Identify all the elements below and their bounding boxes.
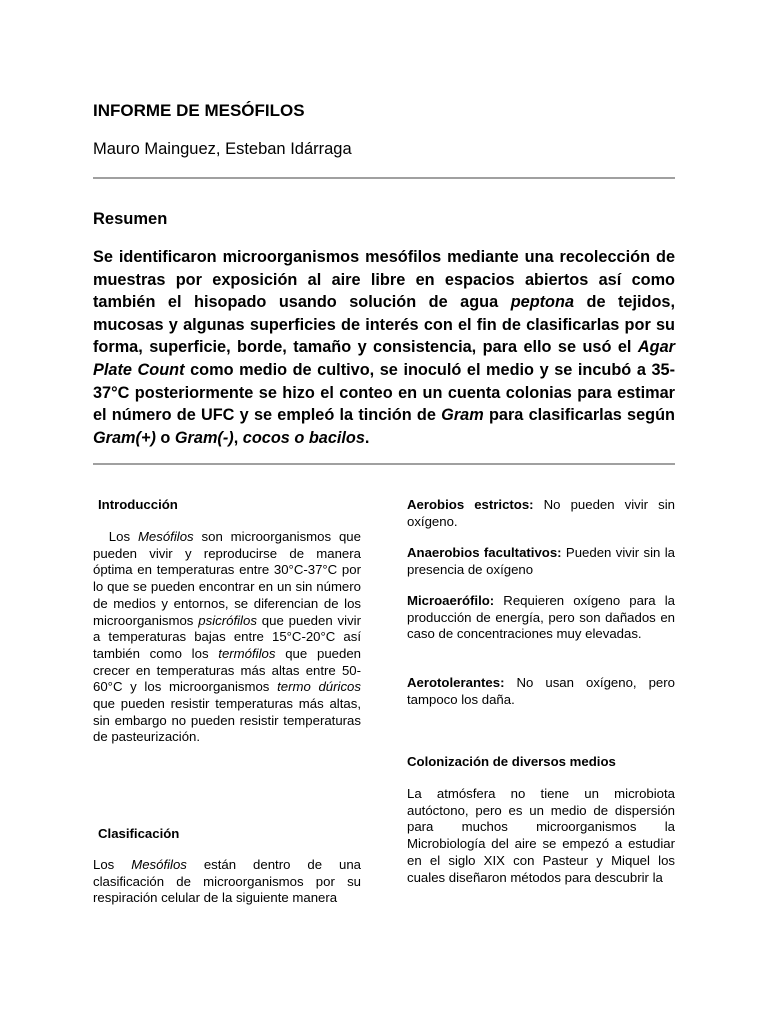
abstract-text-4: para clasificarlas según [483, 406, 675, 425]
type-term: Microaerófilo: [407, 593, 495, 608]
abstract-heading: Resumen [93, 210, 168, 228]
intro-italic-mesofilos: Mesófilos [137, 529, 194, 544]
abstract-text-1: Se identificaron microorganismos mesófilos mediante una recolección de muestras por exposición al aire libre en espacios abiertos así como también el hisopado usando solución de agua [93, 248, 675, 312]
type-term: Aerobios estrictos: [407, 497, 534, 512]
abstract-italic-agar: Agar Plate Count [93, 338, 675, 379]
abstract-text-o: o [155, 428, 175, 447]
abstract-text-3: como medio de cultivo, se inoculó el medio y se incubó a 35-37°C posteriormente se hizo el conteo en un cuenta colonias para estimar el número de UFC y se empleó la tinción de [93, 360, 675, 425]
clasificacion-section [93, 857, 361, 907]
type-term: Anaerobios facultativos: [407, 545, 562, 560]
abstract-italic-gram-pos: Gram(+) [93, 428, 156, 447]
abstract-paragraph [93, 246, 675, 449]
intro-text-d: que pueden crecer en temperaturas más altas entre 50-60°C y los microorganismos [93, 645, 361, 695]
clasificacion-heading-wrap [93, 826, 361, 843]
intro-text-e: que pueden resistir temperaturas más altas, sin embargo no pueden resistir temperaturas de pasteurización. [93, 696, 361, 745]
divider-bottom [93, 463, 675, 465]
type-aerobios [407, 497, 675, 530]
abstract-italic-cocos: cocos o bacilos [242, 428, 365, 447]
intro-paragraph [93, 529, 361, 746]
intro-heading: Introducción [98, 497, 178, 512]
type-term: Aerotolerantes: [407, 675, 505, 690]
divider-top [93, 177, 675, 179]
document-title: INFORME DE MESÓFILOS [93, 101, 305, 120]
abstract-italic-peptona: peptona [510, 293, 574, 312]
colonizacion-section [407, 786, 675, 886]
clasificacion-paragraph [93, 857, 361, 907]
intro-italic-psicrofilos: psicrófilos [198, 612, 257, 628]
intro-text-b: son microorganismos que pueden vivir y reproducirse de manera óptima en temperaturas entre 30°C-37°C por lo que se pueden encontrar en un sin número de medios y entornos, se diferencian de los microorganismos [93, 529, 361, 628]
intro-heading-wrap [93, 497, 361, 514]
clasificacion-text-b: están dentro de una clasificación de microorganismos por su respiración celular de la siguiente manera [93, 857, 361, 906]
intro-text-a: Los [108, 529, 138, 544]
type-desc: Requieren oxígeno para la producción de energía, pero son dañados en caso de concentraciones muy elevadas. [407, 593, 675, 642]
intro-italic-termoduricos: termo dúricos [277, 679, 361, 695]
intro-text-c: que pueden vivir a temperaturas bajas entre 15°C-20°C así también como los [93, 612, 361, 661]
intro-italic-termofilos: termófilos [218, 645, 276, 661]
intro-section [93, 529, 361, 746]
type-desc: No pueden vivir sin oxígeno. [407, 497, 675, 529]
type-anaerobios [407, 545, 675, 578]
abstract-italic-gram: Gram [441, 406, 484, 425]
colonizacion-paragraph: La atmósfera no tiene un microbiota autóctono, pero es un medio de dispersión para muchos microorganismos la Microbiología del aire se empezó a estudiar en el siglo XIX con Pasteur y Miquel los cuales diseñaron métodos para descubrir la [407, 786, 675, 885]
abstract-text-el: el [617, 338, 632, 357]
type-item [407, 497, 675, 530]
clasificacion-text-a: Los [93, 857, 132, 872]
authors-line: Mauro Mainguez, Esteban Idárraga [93, 140, 352, 158]
abstract-text-comma: , [233, 428, 243, 447]
colonizacion-heading-wrap [407, 754, 675, 771]
clasificacion-heading: Clasificación [98, 826, 180, 841]
type-desc: No usan oxígeno, pero tampoco los daña. [407, 675, 675, 707]
type-aerotolerantes [407, 675, 675, 708]
type-item [407, 545, 675, 578]
clasificacion-italic-mesofilos: Mesófilos [131, 857, 187, 872]
type-item [407, 593, 675, 643]
type-item [407, 675, 675, 708]
colonizacion-heading: Colonización de diversos medios [407, 754, 616, 769]
abstract-italic-gram-neg: Gram(-) [174, 428, 234, 447]
type-desc: Pueden vivir sin la presencia de oxígeno [407, 545, 675, 577]
abstract-text-end: . [364, 428, 370, 447]
type-microaerofilo [407, 593, 675, 643]
abstract-text-2: de tejidos, mucosas y algunas superficies de interés con el fin de clasificarlas por su forma, superficie, borde, tamaño y consistencia, para ello se usó [93, 293, 675, 357]
